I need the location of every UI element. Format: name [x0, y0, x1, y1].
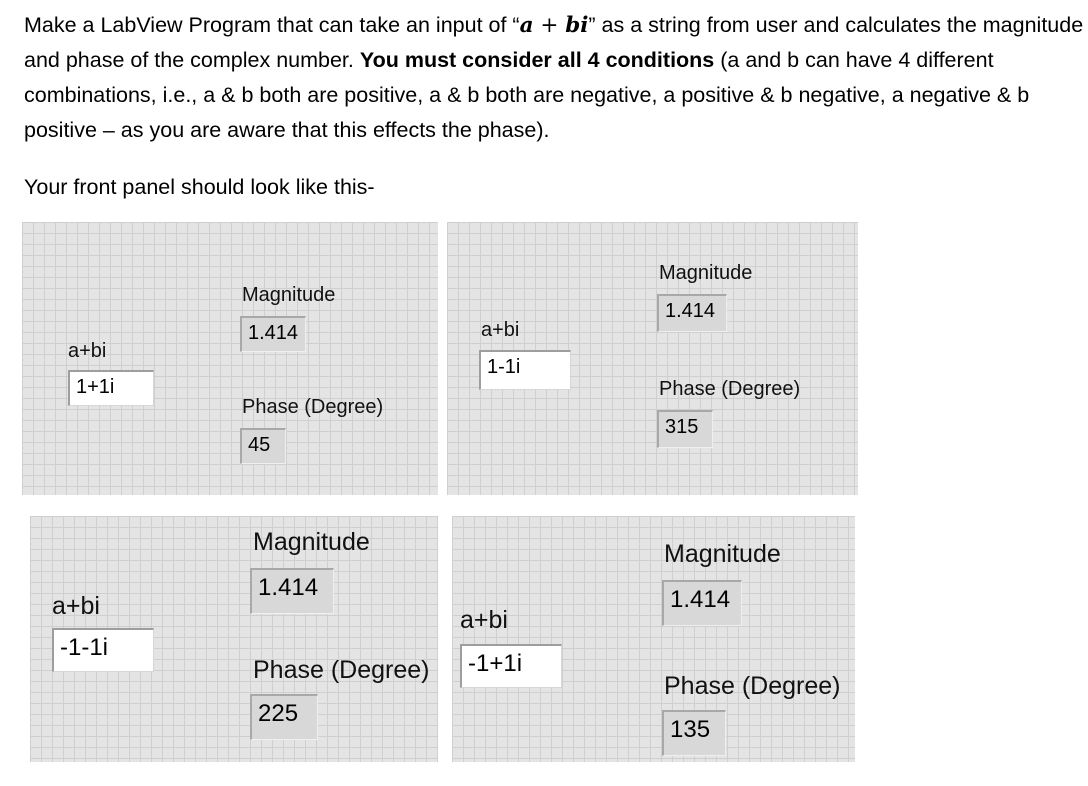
instructions-bold-requirement: You must consider all 4 conditions	[359, 48, 715, 72]
magnitude-indicator: 1.414	[662, 580, 742, 626]
magnitude-indicator: 1.414	[250, 568, 334, 614]
input-label: a+bi	[52, 592, 100, 620]
magnitude-label: Magnitude	[253, 528, 370, 556]
instructions-text-3: (a and b can have 4 different combinations, i.e., a & b both are positive, a & b both are negative, a positive & b negative, a negative & b positive – as you are aware that this effects the phase).	[24, 48, 1030, 142]
formula-plus: +	[533, 13, 566, 38]
instructions-text-1: Make a LabView Program that can take an input of “	[24, 13, 520, 37]
phase-label: Phase (Degree)	[242, 396, 384, 418]
front-panel-2	[447, 222, 858, 495]
magnitude-label: Magnitude	[242, 284, 336, 306]
phase-label: Phase (Degree)	[659, 378, 801, 400]
input-string-control[interactable]: 1-1i	[479, 350, 571, 390]
formula-a: a	[519, 13, 534, 38]
phase-indicator: 135	[662, 710, 726, 756]
magnitude-indicator: 1.414	[657, 294, 727, 332]
instructions-text-2: ” as a string from user and calculates the magnitude and phase of the complex number.	[24, 13, 1084, 72]
phase-label: Phase (Degree)	[253, 656, 430, 684]
formula-bi: bi	[565, 13, 589, 38]
input-label: a+bi	[481, 319, 520, 341]
front-panel-1	[22, 222, 438, 495]
formula-a-plus-bi	[520, 13, 589, 38]
phase-indicator: 45	[240, 428, 286, 464]
magnitude-indicator: 1.414	[240, 316, 306, 352]
phase-label: Phase (Degree)	[664, 672, 841, 700]
instructions-paragraph	[24, 8, 1084, 148]
input-label: a+bi	[460, 606, 508, 634]
input-string-control[interactable]: -1+1i	[460, 644, 562, 688]
input-label: a+bi	[68, 340, 107, 362]
input-string-control[interactable]: 1+1i	[68, 370, 154, 406]
magnitude-label: Magnitude	[664, 540, 781, 568]
front-panel-intro: Your front panel should look like this-	[24, 175, 375, 199]
phase-indicator: 315	[657, 410, 713, 448]
input-string-control[interactable]: -1-1i	[52, 628, 154, 672]
phase-indicator: 225	[250, 694, 318, 740]
magnitude-label: Magnitude	[659, 262, 753, 284]
front-panel-4	[452, 516, 855, 762]
front-panel-3	[30, 516, 438, 762]
